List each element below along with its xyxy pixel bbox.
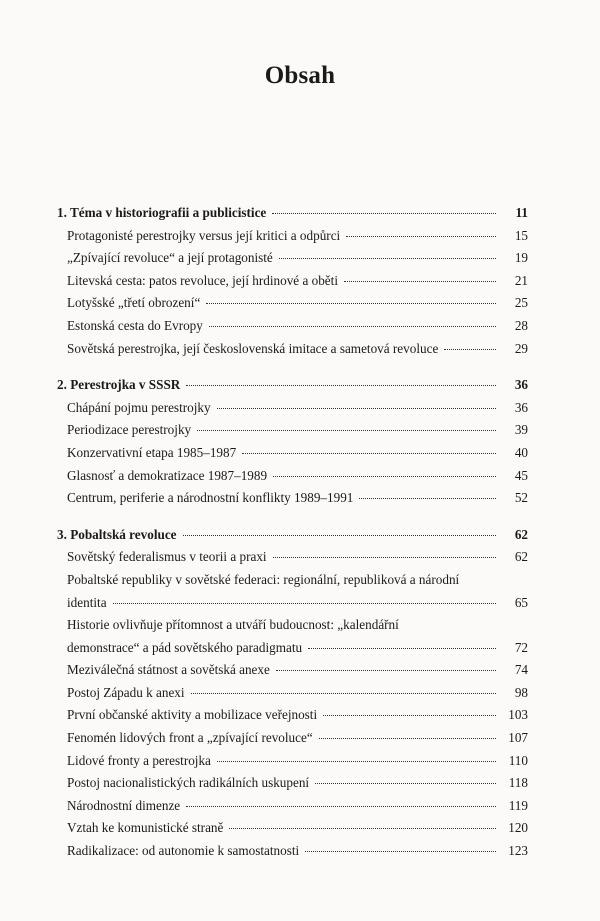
dot-leader bbox=[344, 281, 496, 282]
dot-leader bbox=[242, 453, 496, 454]
page-title: Obsah bbox=[264, 62, 336, 89]
dot-leader bbox=[273, 476, 496, 477]
entry-title: Glasnosť a demokratizace 1987–1989 bbox=[67, 467, 268, 483]
dot-leader bbox=[305, 851, 496, 852]
toc-entry[interactable] bbox=[57, 397, 528, 420]
toc-entry[interactable] bbox=[57, 225, 528, 248]
dot-leader bbox=[217, 761, 496, 762]
page-number: 98 bbox=[514, 684, 528, 700]
entry-title: Meziválečná státnost a sovětská anexe bbox=[67, 662, 270, 678]
dot-leader bbox=[209, 326, 496, 327]
entry-title: Litevská cesta: patos revoluce, její hrdinové a oběti bbox=[67, 272, 338, 288]
page-number: 72 bbox=[514, 639, 528, 655]
toc-entry[interactable] bbox=[57, 817, 528, 840]
page-number: 45 bbox=[514, 467, 528, 483]
page-number: 118 bbox=[508, 775, 528, 791]
entry-title: Protagonisté perestrojky versus její kritici a odpůrci bbox=[67, 227, 341, 243]
page-number: 62 bbox=[514, 526, 528, 542]
dot-leader bbox=[346, 236, 496, 237]
entry-title: 1. Téma v historiografii a publicistice bbox=[57, 205, 267, 220]
page-number: 107 bbox=[508, 730, 528, 746]
entry-title: 3. Pobaltská revoluce bbox=[57, 526, 177, 542]
entry-title: Radikalizace: od autonomie k samostatnosti bbox=[67, 843, 300, 859]
page-number: 39 bbox=[514, 422, 528, 438]
page-number: 28 bbox=[514, 317, 528, 333]
chapter-heading[interactable] bbox=[57, 202, 528, 225]
toc-entry-line[interactable] bbox=[57, 569, 528, 592]
toc-entry[interactable] bbox=[57, 750, 528, 773]
dot-leader bbox=[183, 535, 496, 536]
page-number: 110 bbox=[508, 752, 528, 768]
entry-title: demonstrace“ a pád sovětského paradigmatu bbox=[67, 639, 303, 655]
chapter-heading[interactable] bbox=[57, 524, 528, 547]
entry-title: Sovětská perestrojka, její československá imitace a sametová revoluce bbox=[67, 340, 439, 356]
page-number: 36 bbox=[514, 399, 528, 415]
dot-leader bbox=[308, 648, 496, 649]
page-number: 11 bbox=[515, 205, 528, 220]
dot-leader bbox=[186, 806, 496, 807]
toc-entry[interactable] bbox=[57, 772, 528, 795]
dot-leader bbox=[279, 258, 496, 259]
dot-leader bbox=[319, 738, 496, 739]
chapter-heading[interactable] bbox=[57, 374, 528, 397]
page-number: 119 bbox=[508, 797, 528, 813]
dot-leader bbox=[359, 498, 496, 499]
page-number: 74 bbox=[514, 662, 528, 678]
toc-entry[interactable] bbox=[57, 270, 528, 293]
toc-entry[interactable] bbox=[57, 247, 528, 270]
page-number: 65 bbox=[514, 594, 528, 610]
toc-entry[interactable] bbox=[57, 727, 528, 750]
dot-leader bbox=[217, 408, 496, 409]
toc-entry[interactable] bbox=[57, 419, 528, 442]
entry-title: Estonská cesta do Evropy bbox=[67, 317, 203, 333]
toc-entry[interactable] bbox=[57, 292, 528, 315]
entry-title: Lidové fronty a perestrojka bbox=[67, 752, 211, 768]
toc-entry[interactable] bbox=[57, 659, 528, 682]
entry-title: „Zpívající revoluce“ a její protagonisté bbox=[67, 250, 273, 266]
dot-leader bbox=[276, 670, 496, 671]
entry-title: Periodizace perestrojky bbox=[67, 422, 192, 438]
entry-title: Vztah ke komunistické straně bbox=[67, 820, 224, 836]
page-number: 52 bbox=[514, 490, 528, 506]
page-number: 29 bbox=[514, 340, 528, 356]
entry-title: Postoj nacionalistických radikálních uskupení bbox=[67, 775, 310, 791]
entry-title: Fenomén lidových front a „zpívající revoluce“ bbox=[67, 730, 313, 746]
dot-leader bbox=[206, 303, 496, 304]
page-number: 120 bbox=[508, 820, 528, 836]
entry-title: Konzervativní etapa 1985–1987 bbox=[67, 444, 237, 460]
dot-leader bbox=[444, 349, 496, 350]
toc-entry[interactable] bbox=[57, 546, 528, 569]
toc-section bbox=[57, 202, 528, 360]
entry-title: První občanské aktivity a mobilizace veřejnosti bbox=[67, 707, 318, 723]
entry-title: 2. Perestrojka v SSSR bbox=[57, 377, 181, 393]
page-number: 15 bbox=[514, 227, 528, 243]
entry-title: Lotyšské „třetí obrození“ bbox=[67, 295, 201, 311]
page-number: 21 bbox=[514, 272, 528, 288]
dot-leader bbox=[273, 557, 496, 558]
dot-leader bbox=[113, 603, 496, 604]
page-number: 62 bbox=[514, 549, 528, 565]
toc-section bbox=[57, 524, 528, 863]
toc-entry[interactable] bbox=[57, 682, 528, 705]
entry-title: identita bbox=[67, 594, 107, 610]
toc-entry[interactable] bbox=[57, 315, 528, 338]
toc-entry-line[interactable] bbox=[57, 614, 528, 637]
toc-entry[interactable] bbox=[57, 487, 528, 510]
toc-entry[interactable] bbox=[57, 592, 528, 615]
table-of-contents bbox=[57, 202, 528, 877]
entry-title: Centrum, periferie a národnostní konflikty 1989–1991 bbox=[67, 490, 354, 506]
dot-leader bbox=[323, 715, 496, 716]
page-number: 36 bbox=[514, 377, 528, 393]
toc-entry[interactable] bbox=[57, 840, 528, 863]
toc-entry[interactable] bbox=[57, 442, 528, 465]
page-number: 19 bbox=[514, 250, 528, 266]
entry-title: Sovětský federalismus v teorii a praxi bbox=[67, 549, 267, 565]
dot-leader bbox=[197, 430, 496, 431]
entry-title: Historie ovlivňuje přítomnost a utváří budoucnost: „kalendářní bbox=[67, 617, 399, 633]
toc-entry[interactable] bbox=[57, 465, 528, 488]
entry-title: Národnostní dimenze bbox=[67, 797, 181, 813]
entry-title: Pobaltské republiky v sovětské federaci: regionální, republiková a národní bbox=[67, 571, 460, 587]
dot-leader bbox=[191, 693, 496, 694]
dot-leader bbox=[272, 213, 496, 214]
page-number: 103 bbox=[508, 707, 528, 723]
page-number: 40 bbox=[514, 444, 528, 460]
toc-entry[interactable] bbox=[57, 704, 528, 727]
dot-leader bbox=[315, 783, 496, 784]
page-number: 25 bbox=[514, 295, 528, 311]
toc-entry[interactable] bbox=[57, 338, 528, 361]
toc-entry[interactable] bbox=[57, 795, 528, 818]
toc-section bbox=[57, 374, 528, 510]
entry-title: Postoj Západu k anexi bbox=[67, 684, 185, 700]
dot-leader bbox=[186, 385, 496, 386]
dot-leader bbox=[229, 828, 496, 829]
toc-entry[interactable] bbox=[57, 637, 528, 660]
page-number: 123 bbox=[508, 843, 528, 859]
entry-title: Chápání pojmu perestrojky bbox=[67, 399, 211, 415]
